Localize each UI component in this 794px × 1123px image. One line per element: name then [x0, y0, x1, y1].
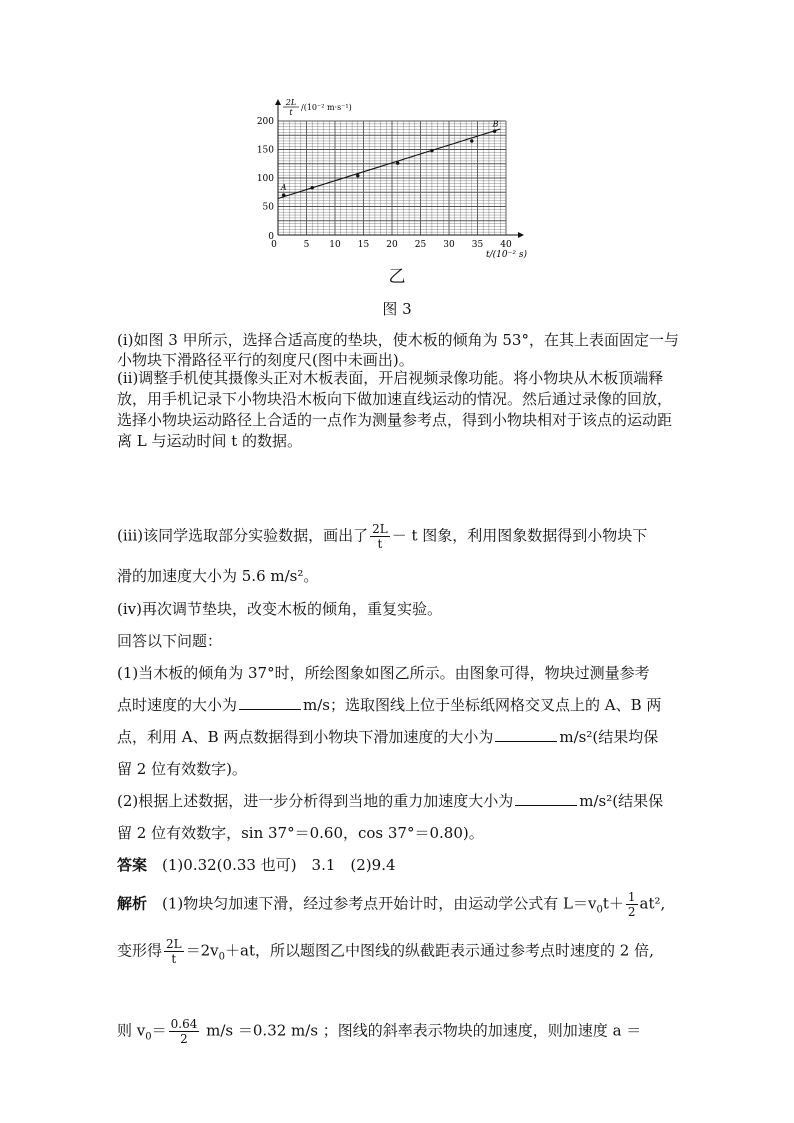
- analysis-line3: [117, 1017, 641, 1048]
- question-2-line1: [117, 791, 663, 811]
- analysis-l1b: t＋: [602, 894, 624, 913]
- chart-figure: [240, 95, 560, 265]
- x-tick-label: 35: [471, 240, 484, 250]
- answer-text: (1)0.32(0.33 也可) 3.1 (2)9.4: [162, 856, 396, 874]
- chart-svg: [240, 95, 560, 265]
- step-3-line2: 滑的加速度大小为 5.6 m/s²。: [117, 567, 319, 585]
- q2-text: (2)根据上述数据，进一步分析得到当地的重力加速度大小为: [117, 792, 514, 810]
- y-tick-label: 150: [256, 145, 274, 156]
- data-point: [356, 174, 359, 177]
- analysis-label: 解析: [117, 894, 148, 913]
- x-tick-label: 0: [271, 240, 277, 250]
- fraction-numerator: 2L: [166, 937, 182, 951]
- fraction-denominator: t: [171, 952, 177, 966]
- q1-text-post: m/s；选取图线上位于坐标纸网格交叉点上的 A、B 两: [303, 696, 662, 714]
- q1c-text-post: m/s²(结果均保: [559, 728, 659, 746]
- analysis-l2-sub: 0: [218, 951, 226, 963]
- q2-text-post: m/s²(结果保: [579, 792, 664, 810]
- step-4: (iv)再次调节垫块，改变木板的倾角，重复实验。: [117, 600, 442, 618]
- analysis-l2-pre: 变形得: [117, 941, 163, 960]
- data-point: [311, 186, 314, 189]
- analysis-line2: [117, 937, 654, 968]
- answer-blank-gravity[interactable]: [515, 791, 577, 806]
- answer-blank-acceleration[interactable]: [495, 727, 557, 742]
- analysis-l1-fraction: [626, 890, 638, 919]
- q1c-text: 点，利用 A、B 两点数据得到小物块下滑加速度的大小为: [117, 728, 494, 746]
- answer-blank-velocity[interactable]: [239, 695, 301, 710]
- step-3-text-a: (iii)该同学选取部分实验数据，画出了: [117, 526, 369, 545]
- y-tick-label: 0: [268, 232, 274, 242]
- point-label: B: [492, 119, 499, 129]
- analysis-l1a: (1)物块匀加速下滑，经过参考点开始计时，由运动学公式有 L＝v: [162, 894, 597, 913]
- step-3-fraction: [370, 522, 390, 551]
- data-point: [282, 193, 285, 196]
- analysis-l2a: ＝2v: [185, 941, 219, 960]
- y-tick-label: 100: [256, 174, 274, 184]
- x-axis-arrow: [518, 232, 524, 238]
- question-1-line1: (1)当木板的倾角为 37°时，所绘图象如图乙所示。由图象可得，物块过测量参考: [117, 664, 650, 682]
- x-tick-label: 10: [329, 240, 341, 250]
- y-label-denominator: t: [289, 108, 293, 117]
- analysis-l1c: at²,: [639, 894, 666, 913]
- fraction-numerator: 0.64: [170, 1017, 198, 1031]
- x-tick-label: 40: [500, 240, 512, 250]
- step-3-line1: [117, 522, 647, 551]
- q1-text: 点时速度的大小为: [117, 696, 238, 714]
- step-3-text-b: － t 图象，利用图象数据得到小物块下: [391, 526, 648, 545]
- analysis-l2b: ＋at，所以题图乙中图线的纵截距表示通过参考点时速度的 2 倍,: [225, 941, 654, 960]
- question-1-line2: [117, 695, 661, 715]
- data-point: [396, 161, 399, 164]
- figure-caption: 图 3: [382, 300, 412, 318]
- data-point: [493, 130, 496, 133]
- analysis-l3-sub: 0: [145, 1031, 152, 1043]
- step-2: (ⅱ)调整手机使其摄像头正对木板表面，开启视频录像功能。将小物块从木板顶端释放，用手机记录下小物块沿木板向下做加速直线运动的情况。然后通过录像的回放，选择小物块运动路径上合适的一点作为测量参考点，得到小物块相对于该点的运动距离 L 与运动时间 t 的数据。: [117, 369, 673, 450]
- figure-subcaption: 乙: [388, 267, 406, 287]
- point-label: A: [280, 183, 287, 193]
- analysis-l3-pre: 则 v: [117, 1021, 146, 1040]
- y-label-numerator: 2L: [285, 98, 297, 107]
- question-1-line4: 留 2 位有效数字)。: [117, 760, 247, 778]
- y-axis-label: /(10⁻² m·s⁻¹): [301, 103, 352, 112]
- data-point: [470, 139, 473, 142]
- data-point: [430, 149, 433, 152]
- fraction-denominator: t: [377, 537, 383, 551]
- question-2-line2: 留 2 位有效数字，sin 37°＝0.60，cos 37°＝0.80)。: [117, 824, 484, 842]
- fraction-denominator: 2: [627, 905, 636, 919]
- answer-label: 答案: [117, 856, 148, 874]
- analysis-l3-post: m/s ＝0.32 m/s ；图线的斜率表示物块的加速度，则加速度 a ＝: [206, 1021, 642, 1040]
- answer-line: [117, 855, 396, 875]
- x-tick-label: 20: [386, 240, 398, 250]
- question-1-line3: [117, 727, 658, 747]
- y-tick-label: 200: [256, 117, 274, 127]
- analysis-l3-eq: ＝: [151, 1021, 167, 1040]
- x-axis-label: t/(10⁻² s): [486, 250, 527, 260]
- step-1: (ⅰ)如图 3 甲所示，选择合适高度的垫块，使木板的倾角为 53°，在其上表面固定一与小物块下滑路径平行的刻度尺(图中未画出)。: [117, 331, 679, 369]
- x-tick-label: 30: [443, 240, 455, 250]
- analysis-l2-fraction: [164, 937, 184, 966]
- fraction-numerator: 1: [627, 890, 636, 904]
- x-tick-label: 5: [303, 240, 310, 250]
- x-tick-label: 25: [414, 240, 427, 250]
- analysis-l3-fraction: [169, 1017, 200, 1046]
- analysis-l1-sub: 0: [596, 904, 603, 916]
- y-tick-label: 50: [262, 202, 274, 213]
- analysis-line1: [117, 890, 665, 921]
- fraction-denominator: 2: [180, 1032, 188, 1046]
- y-axis-arrow: [275, 99, 281, 105]
- x-tick-label: 15: [357, 240, 370, 250]
- questions-intro: 回答以下问题：: [117, 632, 223, 650]
- fraction-numerator: 2L: [372, 522, 388, 536]
